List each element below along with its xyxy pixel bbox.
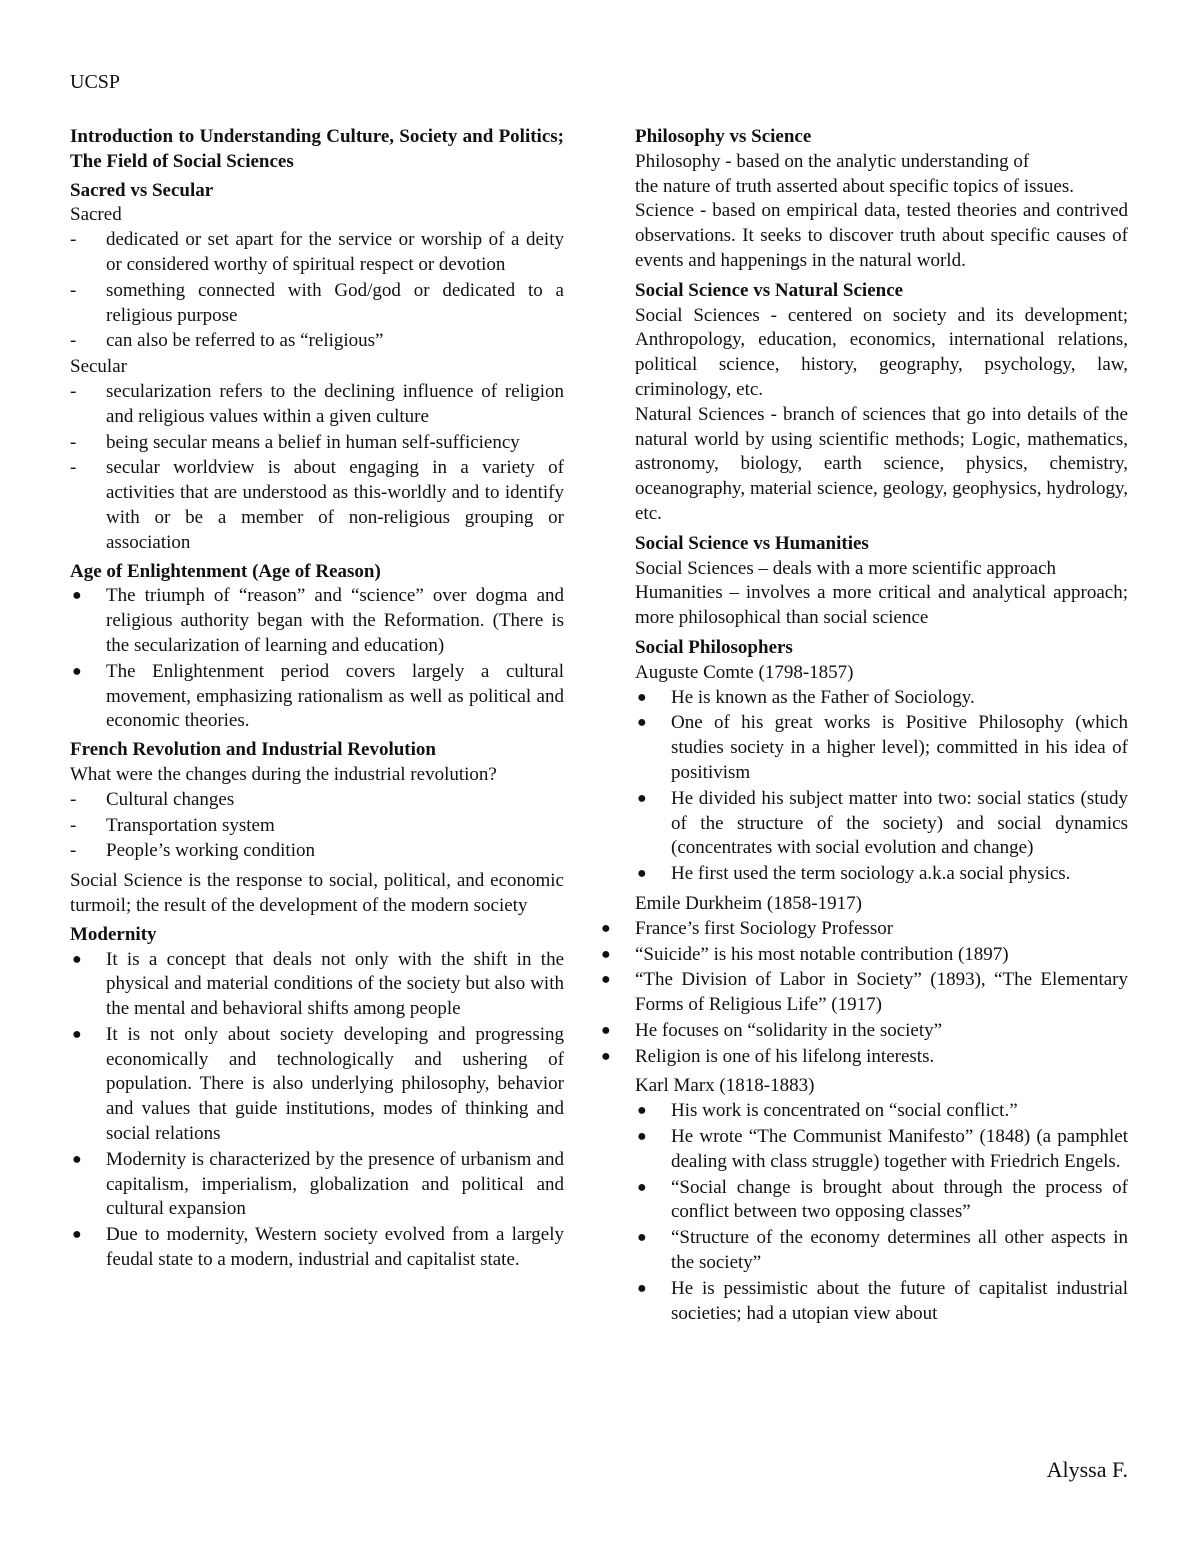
document-title: Introduction to Understanding Culture, Society and Politics; The Field of Social Sciences	[70, 126, 564, 172]
comte-list	[635, 686, 1128, 887]
social-sciences-paragraph: Social Sciences - centered on society and its development; Anthropology, education, economics, international relations, political science, history, geography, psychology, law, criminology, etc.	[635, 304, 1128, 400]
philosophy-line: Philosophy - based on the analytic understanding of	[635, 150, 1030, 172]
natural-sciences-paragraph: Natural Sciences - branch of sciences that go into details of the natural world by using scientific methods; Logic, mathematics, astronomy, biology, earth science, physics, chemistry, oceanography, material science, geology, geophysics, hydrology, etc.	[635, 403, 1128, 524]
list-item: ● He first used the term sociology a.k.a social physics.	[635, 862, 1128, 887]
list-item: ● His work is concentrated on “social conflict.”	[635, 1099, 1128, 1124]
right-column	[601, 125, 1128, 1327]
list-item: ● “Suicide” is his most notable contribution (1897)	[599, 943, 1128, 968]
modernity-list	[70, 948, 564, 1273]
durkheim-list	[601, 917, 1128, 1070]
list-item: ● France’s first Sociology Professor	[599, 917, 1128, 942]
list-item: ● The triumph of “reason” and “science” over dogma and religious authority began with the Reformation. (There is the secularization of learning and education)	[72, 585, 564, 656]
bullet-marker: ●	[601, 971, 611, 989]
secular-label: Secular	[70, 356, 127, 378]
bullet-marker: ●	[637, 1229, 647, 1247]
heading-social-natural: Social Science vs Natural Science	[635, 279, 904, 301]
list-item: ● Religion is one of his lifelong interests.	[599, 1045, 1128, 1070]
list-item: - secularization refers to the declining influence of religion and religious values within a given culture	[70, 380, 564, 427]
bullet-marker: ●	[637, 789, 647, 807]
humanities-paragraph: Humanities – involves a more critical and analytical approach; more philosophical than social science	[635, 582, 1128, 629]
dash-marker: -	[70, 840, 77, 862]
bullet-marker: ●	[637, 1128, 647, 1146]
page-footer-author: Alyssa F.	[1046, 1457, 1128, 1482]
comte-name: Auguste Comte (1798-1857)	[635, 661, 854, 683]
bullet-marker: ●	[637, 688, 647, 706]
bullet-marker: ●	[72, 587, 82, 605]
social-sciences-line: Social Sciences – deals with a more scientific approach	[635, 557, 1057, 579]
bullet-marker: ●	[601, 1047, 611, 1065]
bullet-marker: ●	[72, 950, 82, 968]
science-paragraph: Science - based on empirical data, tested theories and contrived observations. It seeks to discover truth about specific causes of events and happenings in the natural world.	[635, 200, 1128, 271]
list-item: ● One of his great works is Positive Philosophy (which studies society in a higher level); committed in his idea of positivism	[637, 712, 1128, 783]
heading-revolution: French Revolution and Industrial Revolution	[70, 739, 436, 761]
bullet-marker: ●	[637, 1178, 647, 1196]
list-item: ● “Structure of the economy determines all other aspects in the society”	[637, 1227, 1128, 1274]
bullet-marker: ●	[72, 1025, 82, 1043]
list-item: - People’s working condition	[70, 839, 564, 864]
dash-marker: -	[70, 814, 77, 836]
philosophy-paragraph: the nature of truth asserted about specific topics of issues.	[635, 175, 1074, 197]
marx-list	[635, 1099, 1128, 1326]
bullet-marker: ●	[72, 662, 82, 680]
sacred-label: Sacred	[70, 204, 122, 226]
list-item: ● He is pessimistic about the future of capitalist industrial societies; had a utopian view about	[637, 1277, 1128, 1324]
dash-marker: -	[70, 330, 77, 352]
dash-marker: -	[70, 279, 77, 301]
bullet-marker: ●	[637, 1279, 647, 1297]
heading-social-humanities: Social Science vs Humanities	[635, 532, 869, 554]
list-item: ● He focuses on “solidarity in the society”	[599, 1019, 1128, 1044]
list-item: - being secular means a belief in human self-sufficiency	[70, 431, 564, 456]
list-item: - dedicated or set apart for the service or worship of a deity or considered worthy of spiritual respect or devotion	[70, 229, 564, 275]
revolution-question: What were the changes during the industrial revolution?	[70, 763, 497, 785]
bullet-marker: ●	[72, 1150, 82, 1168]
enlightenment-list	[70, 584, 564, 734]
list-item: ● “The Division of Labor in Society” (1893), “The Elementary Forms of Religious Life” (1917)	[601, 969, 1128, 1016]
heading-philosophy-science: Philosophy vs Science	[635, 126, 812, 147]
dash-marker: -	[70, 788, 77, 810]
dash-marker: -	[70, 380, 77, 402]
list-item: ● He is known as the Father of Sociology.	[635, 686, 1128, 711]
heading-enlightenment: Age of Enlightenment (Age of Reason)	[70, 560, 381, 582]
list-item: - Transportation system	[70, 814, 564, 839]
page-header: UCSP	[70, 71, 121, 93]
revolution-list	[70, 788, 564, 864]
bullet-marker: ●	[637, 865, 647, 883]
list-item: ● “Social change is brought about through the process of conflict between two opposing classes”	[637, 1176, 1128, 1223]
heading-sacred-secular: Sacred vs Secular	[70, 179, 214, 201]
durkheim-name: Emile Durkheim (1858-1917)	[635, 892, 862, 914]
bullet-marker: ●	[637, 1102, 647, 1120]
left-column	[70, 125, 564, 1274]
dash-marker: -	[70, 229, 77, 251]
revolution-paragraph: Social Science is the response to social, political, and economic turmoil; the result of the development of the modern society	[70, 870, 564, 916]
list-item: - secular worldview is about engaging in a variety of activities that are understood as this-worldly and to identify with or be a member of non-religious grouping or association	[70, 457, 564, 553]
heading-modernity: Modernity	[70, 923, 157, 945]
list-item: ● He divided his subject matter into two: social statics (study of the structure of the society) and social dynamics (concentrates with social evolution and change)	[637, 787, 1128, 859]
list-item: ● Modernity is characterized by the presence of urbanism and capitalism, imperialism, globalization and political and cultural expansion	[72, 1148, 564, 1220]
list-item: ● Due to modernity, Western society evolved from a largely feudal state to a modern, industrial and capitalist state.	[72, 1224, 564, 1271]
dash-marker: -	[70, 457, 77, 479]
list-item: - can also be referred to as “religious”	[70, 329, 564, 354]
secular-list	[70, 380, 564, 556]
list-item: ● It is a concept that deals not only with the shift in the physical and material conditions of the society but also with the mental and behavioral shifts among people	[72, 948, 564, 1020]
bullet-marker: ●	[637, 714, 647, 732]
marx-name: Karl Marx (1818-1883)	[635, 1075, 815, 1097]
list-item: ● He wrote “The Communist Manifesto” (1848) (a pamphlet dealing with class struggle) together with Friedrich Engels.	[637, 1126, 1128, 1172]
sacred-list	[70, 228, 564, 354]
bullet-marker: ●	[601, 945, 611, 963]
bullet-marker: ●	[601, 1021, 611, 1039]
heading-social-philosophers: Social Philosophers	[635, 636, 793, 658]
list-item: - Cultural changes	[70, 788, 564, 813]
bullet-marker: ●	[601, 919, 611, 937]
list-item: - something connected with God/god or dedicated to a religious purpose	[70, 279, 564, 326]
bullet-marker: ●	[72, 1226, 82, 1244]
dash-marker: -	[70, 431, 77, 453]
list-item: ● The Enlightenment period covers largely a cultural movement, emphasizing rationalism as well as political and economic theories.	[72, 660, 564, 732]
list-item: ● It is not only about society developing and progressing economically and technologically and ushering of population. There is also underlying philosophy, behavior and values that guide institutions, modes of thinking and social relations	[72, 1023, 564, 1145]
